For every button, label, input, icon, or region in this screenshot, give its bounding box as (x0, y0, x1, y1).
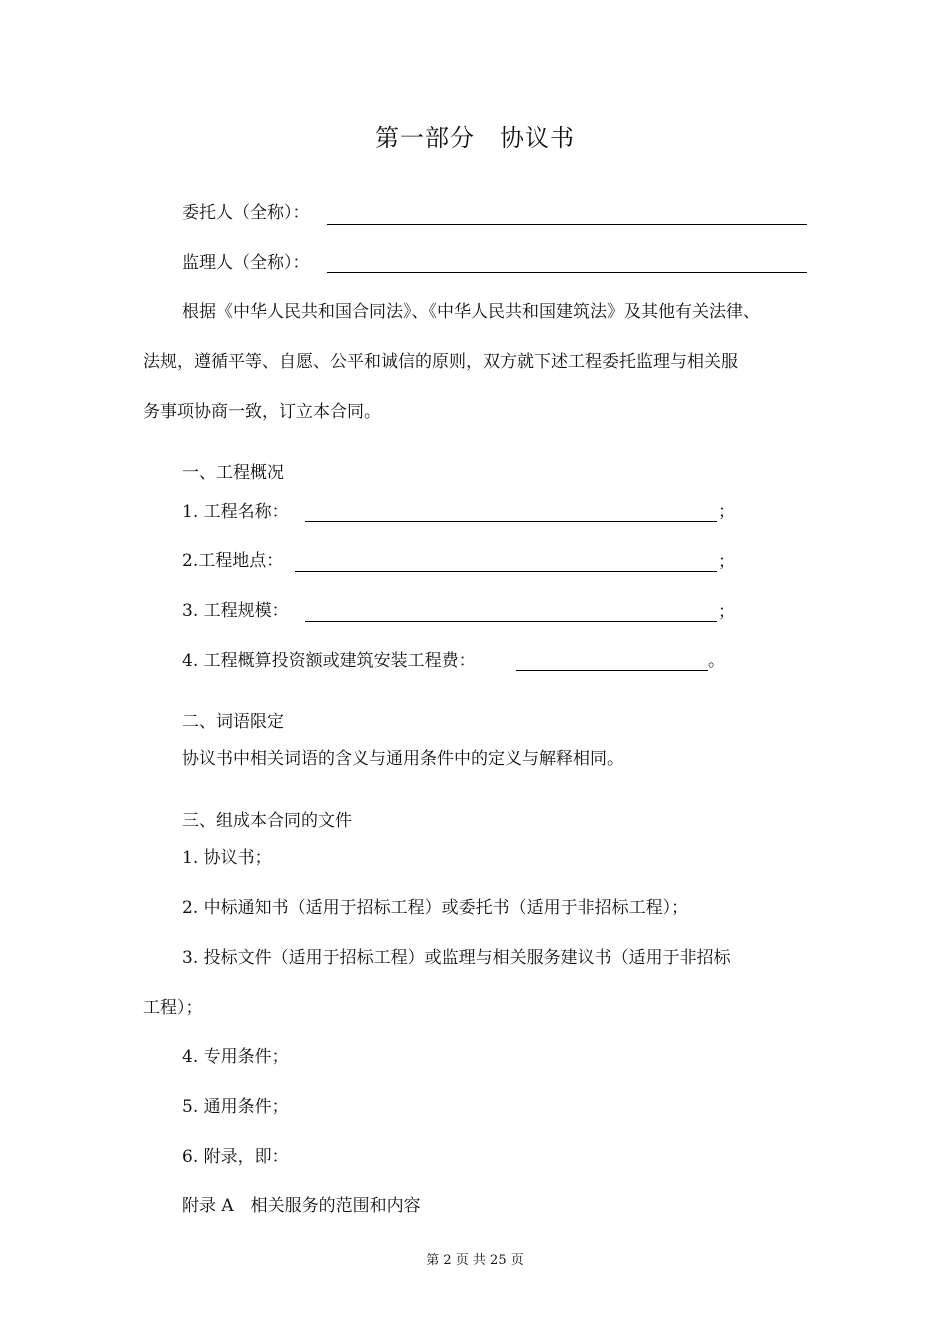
page-footer: 第 2 页 共 25 页 (426, 1253, 524, 1268)
doc-item-4: 4. 专用条件； (182, 1047, 289, 1067)
investment-blank[interactable] (516, 670, 708, 671)
project-location-end: ； (718, 552, 735, 572)
project-name-label: 1. 工程名称： (182, 502, 289, 522)
doc-item-5: 5. 通用条件； (182, 1097, 289, 1117)
project-scale-end: ； (718, 602, 735, 622)
principal-label: 委托人（全称）： (182, 203, 310, 223)
supervisor-label: 监理人（全称）： (182, 253, 310, 273)
section-3-heading: 三、组成本合同的文件 (182, 811, 352, 831)
appendix-a: 附录 A 相关服务的范围和内容 (182, 1196, 421, 1216)
project-name-blank[interactable] (305, 521, 717, 522)
doc-item-1: 1. 协议书； (182, 848, 272, 868)
doc-item-2: 2. 中标通知书（适用于招标工程）或委托书（适用于非招标工程）； (182, 898, 689, 918)
section-1-heading: 一、工程概况 (182, 463, 284, 483)
section-2-text: 协议书中相关词语的含义与通用条件中的定义与解释相同。 (182, 749, 624, 769)
principal-blank[interactable] (327, 224, 807, 225)
project-scale-blank[interactable] (305, 621, 717, 622)
project-name-end: ； (718, 502, 735, 522)
section-2-heading: 二、词语限定 (182, 712, 284, 732)
investment-end: 。 (708, 651, 725, 671)
intro-line-3: 务事项协商一致，订立本合同。 (143, 402, 381, 422)
doc-item-3-line-2: 工程）； (143, 998, 203, 1018)
intro-line-2: 法规，遵循平等、自愿、公平和诚信的原则，双方就下述工程委托监理与相关服 (143, 352, 738, 372)
project-scale-label: 3. 工程规模： (182, 601, 289, 621)
page-title: 第一部分 协议书 (375, 124, 575, 152)
doc-item-6: 6. 附录，即： (182, 1147, 289, 1167)
doc-item-3-line-1: 3. 投标文件（适用于招标工程）或监理与相关服务建议书（适用于非招标 (182, 948, 731, 968)
supervisor-blank[interactable] (327, 272, 807, 273)
intro-line-1: 根据《中华人民共和国合同法》、《中华人民共和国建筑法》及其他有关法律、 (182, 302, 760, 322)
project-location-label: 2.工程地点： (182, 551, 284, 571)
investment-label: 4. 工程概算投资额或建筑安装工程费： (182, 651, 476, 671)
project-location-blank[interactable] (295, 571, 717, 572)
